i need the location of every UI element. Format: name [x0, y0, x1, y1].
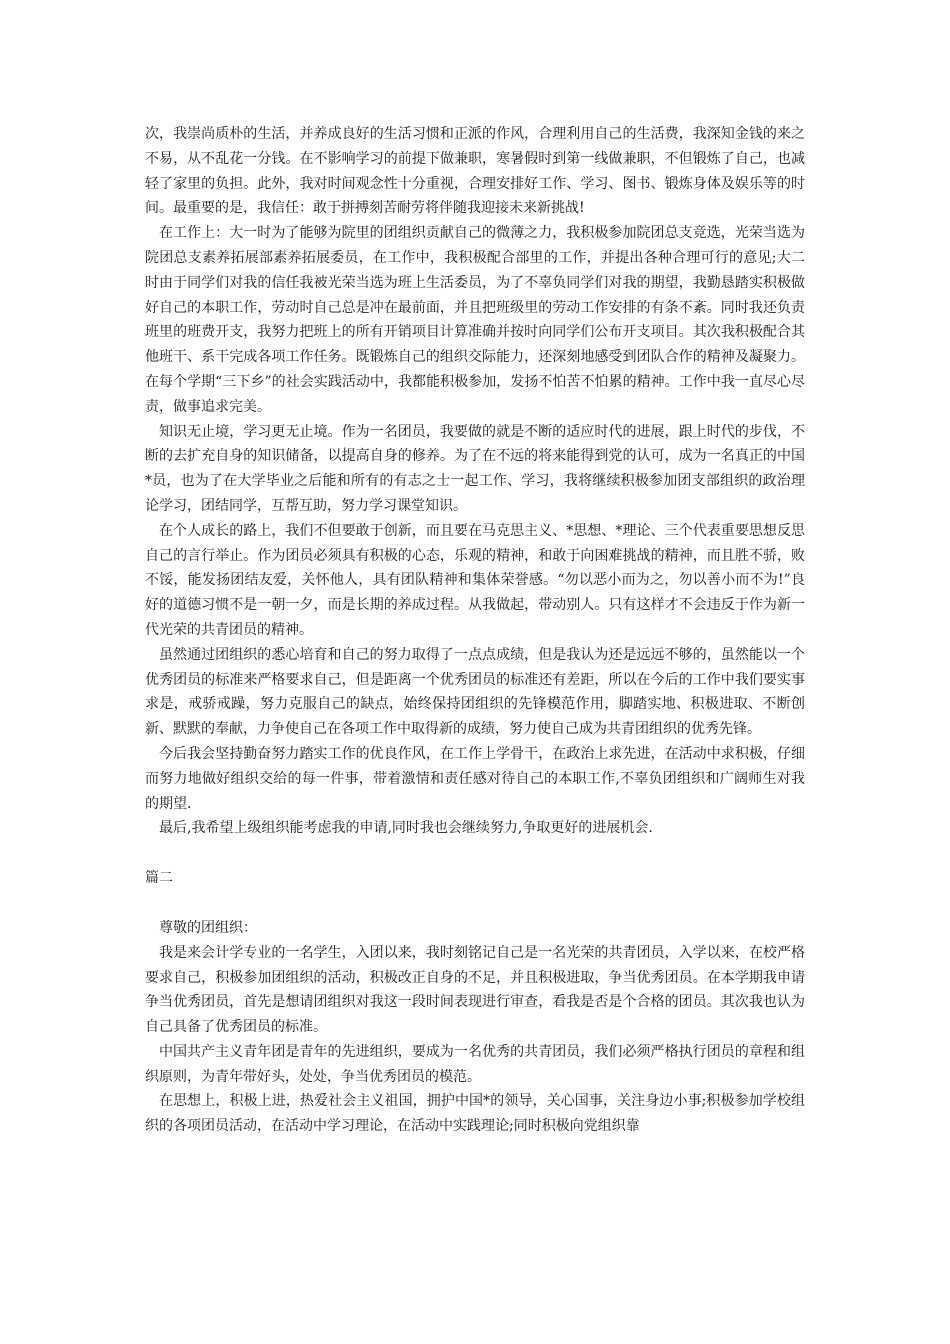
paragraph: 今后我会坚持勤奋努力踏实工作的优良作风，在工作上学骨干，在政治上求先进，在活动中求积极，仔细而努力地做好组织交给的每一件事，带着激情和责任感对待自己的本职工作,不辜负团组织和广阔师生对我的期望.: [145, 745, 805, 812]
paragraph: 虽然通过团组织的悉心培育和自己的努力取得了一点点成绩，但是我认为还是远远不够的，虽然能以一个优秀团员的标准来严格要求自己，但是距离一个优秀团员的标准还有差距，所以在今后的工作中我们要实事求是，戒骄戒躁，努力克服自己的缺点，始终保持团组织的先锋模范作用，脚踏实地、积极进取、不断创新、默默的奉献，力争使自己在各项工作中取得新的成绩，努力使自己成为共青团组织的优秀先锋。: [145, 646, 805, 738]
paragraph: 次，我崇尚质朴的生活，并养成良好的生活习惯和正派的作风，合理利用自己的生活费，我深知金钱的来之不易，从不乱花一分钱。在不影响学习的前提下做兼职，寒暑假时到第一线做兼职，不但锻炼了自己，也减轻了家里的负担。此外，我对时间观念性十分重视，合理安排好工作、学习、图书、锻炼身体及娱乐等的时间。最重要的是，我信任：敢于拼搏刻苦耐劳将伴随我迎接未来新挑战!: [145, 126, 805, 217]
paragraph: 中国共产主义青年团是青年的先进组织，要成为一名优秀的共青团员，我们必须严格执行团员的章程和组织原则，为青年带好头，处处，争当优秀团员的模范。: [145, 1043, 805, 1085]
document-page: [145, 122, 805, 1139]
salutation: 尊敬的团组织：: [159, 919, 257, 936]
paragraph: 在工作上：大一时为了能够为院里的团组织贡献自己的微薄之力，我积极参加院团总支竞选，光荣当选为院团总支素养拓展部素养拓展委员，在工作中，我积极配合部里的工作，并提出各种合理可行的意见;大二时由于同学们对我的信任我被光荣当选为班上生活委员，为了不辜负同学们对我的期望，我勤恳踏实积极做好自己的本职工作，劳动时自己总是冲在最前面，并且把班级里的劳动工作安排的有条不紊。同时我还负责班里的班费开支，我努力把班上的所有开销项目计算准确并按时向同学们公布开支项目。其次我积极配合其他班干、系干完成各项工作任务。既锻炼自己的组织交际能力，还深刻地感受到团队合作的精神及凝聚力。在每个学期“三下乡”的社会实践活动中，我都能积极参加，发扬不怕苦不怕累的精神。工作中我一直尽心尽责，做事追求完美。: [145, 225, 805, 415]
paragraph: 在个人成长的路上，我们不但要敢于创新，而且要在马克思主义、*思想、*理论、三个代表重要思想反思自己的言行举止。作为团员必须具有积极的心态，乐观的精神，和敢于向困难挑战的精神，而且胜不骄，败不馁，能发扬团结友爱，关怀他人，具有团队精神和集体荣誉感。“勿以恶小而为之，勿以善小而不为!”良好的道德习惯不是一朝一夕，而是长期的养成过程。从我做起，带动别人。只有这样才不会违反于作为新一代光荣的共青团员的精神。: [145, 522, 805, 638]
paragraph: 知识无止境，学习更无止境。作为一名团员，我要做的就是不断的适应时代的进展，跟上时代的步伐，不断的去扩充自身的知识储备，以提高自身的修养。为了在不远的将来能得到党的认可，成为一名真正的中国*员，也为了在大学毕业之后能和所有的有志之士一起工作、学习，我将继续积极参加团支部组织的政治理论学习，团结同学，互帮互助，努力学习课堂知识。: [145, 423, 805, 514]
paragraph: 我是来会计学专业的一名学生，入团以来，我时刻铭记自己是一名光荣的共青团员，入学以来，在校严格要求自己，积极参加团组织的活动，积极改正自身的不足，并且积极进取，争当优秀团员。在本学期我申请争当优秀团员，首先是想请团组织对我这一段时间表现进行审查，看我是否是个合格的团员。其次我也认为自己具备了优秀团员的标准。: [145, 944, 805, 1036]
paragraph: 最后,我希望上级组织能考虑我的申请,同时我也会继续努力,争取更好的进展机会.: [159, 820, 653, 837]
section-title: 篇二: [145, 870, 173, 887]
paragraph: 在思想上，积极上进，热爱社会主义祖国，拥护中国*的领导，关心国事，关注身边小事;积极参加学校组织的各项团员活动，在活动中学习理论，在活动中实践理论;同时积极向党组织靠: [145, 1093, 805, 1135]
